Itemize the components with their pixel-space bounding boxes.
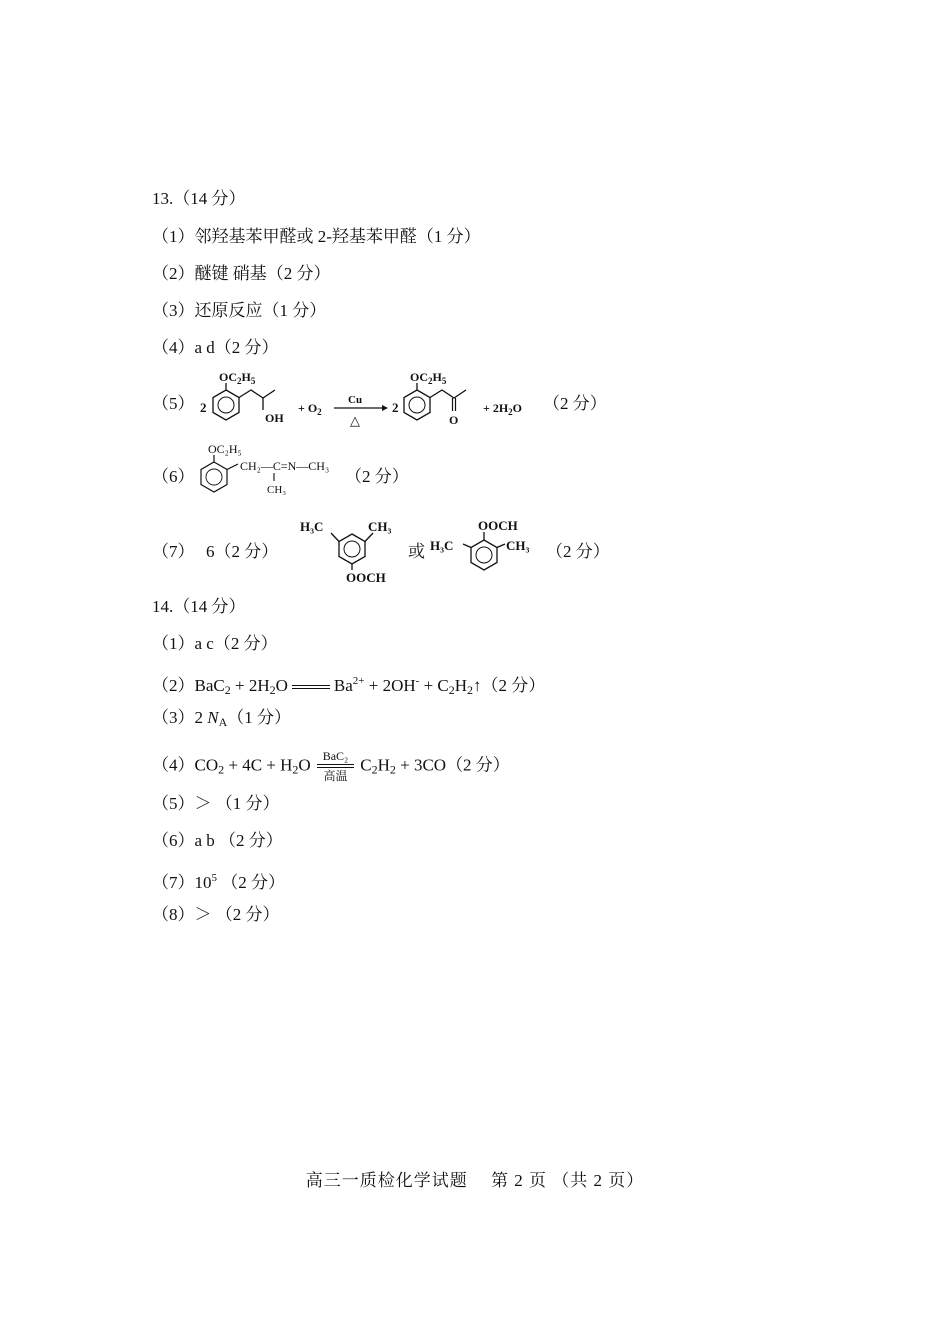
svg-text:O: O [449,413,459,427]
svg-text:CH₃: CH₃ [506,538,530,553]
arrow-icon [382,405,388,411]
svg-text:CH₃: CH₃ [267,484,287,496]
q14-answer-4: $(4)CO_2 + 4C + H_2O$ $\frac{\text{BaC₂}}{\text{高温}}$ $C_2H_2 + 3CO(2$ 分） [152,749,510,783]
q14-answer-3: （3）2 $N_A(1$ 分） [152,708,292,729]
q13-answer-7-or: 或 [408,542,425,561]
svg-text:CH₃: CH₃ [368,519,392,534]
q13-answer-5-reaction [196,366,541,432]
q13-heading: 13.（14 分） [152,189,246,208]
equals-sign-icon [292,685,330,689]
q14-heading: 14.（14 分） [152,597,246,616]
q13-answer-5-score: （2 分） [543,394,607,413]
coef-1: 2 [200,400,207,415]
q13-answer-6-number: （6） [152,467,195,486]
svg-text:2: 2 [392,400,399,415]
svg-text:+ O2: + $O_2$ [298,401,322,417]
q13-answer-7-number: （7） [152,542,195,561]
svg-text:H₃C: H₃C [300,519,324,534]
benzene-ring-icon [339,534,365,564]
q13-answer-3: （3）还原反应（1 分） [152,301,327,320]
svg-text:H₃C: H₃C [430,538,454,553]
svg-text:OC₂H₅: OC₂H₅ [208,442,242,456]
q14-answer-8: （8）＞ （2 分） [152,905,280,924]
svg-text:CH₂—C=N—CH₃: CH₂—C=N—CH₃ [240,459,330,473]
svg-text:OOCH: OOCH [478,518,518,533]
q14-answer-6: （6）a b （2 分） [152,831,283,850]
q13-answer-5-number: （5） [152,394,195,413]
q13-answer-7-value: 6（2 分） [206,542,279,561]
q14-answer-2: $(2)BaC_2 + 2H_2O$ $Ba^{2+} + 2OH^-$ + $C_2H_2↑(2$ 分） [152,675,546,697]
q13-answer-2: （2）醚键 硝基（2 分） [152,264,331,283]
q13-answer-4: （4）a d（2 分） [152,338,279,357]
q13-answer-1: （1）邻羟基苯甲醛或 2-羟基苯甲醛（1 分） [152,227,481,246]
page-footer: 高三一质检化学试题 第 2 页 （共 2 页） [305,1171,645,1190]
q14-answer-1: （1）a c（2 分） [152,634,278,653]
q13-answer-7-score: （2 分） [546,542,610,561]
q13-answer-7-structure-2 [428,512,546,582]
svg-text:OC2H5: $OC_2H_5$ [410,370,447,386]
q13-answer-6-structure [196,440,346,502]
q13-answer-7-structure-1 [298,512,410,586]
svg-text:OC2H5: $OC_2H_5$ [219,370,256,386]
benzene-ring-icon [404,390,430,420]
svg-text:Cu: Cu [348,394,363,406]
svg-text:OOCH: OOCH [346,570,386,585]
svg-text:OH: OH [265,411,284,425]
q14-answer-7: $(7)10^5$ （2 分） [152,872,285,892]
benzene-ring-icon [201,462,227,492]
q14-answer-5: （5）＞ （1 分） [152,794,280,813]
benzene-ring-icon [213,390,239,420]
svg-text:+ 2H2O: + $2H_2O$ [483,401,523,417]
reaction-condition: $\frac{\text{BaC₂}}{\text{高温}}$ [317,750,355,783]
svg-text:△: △ [350,413,360,428]
benzene-ring-icon [471,540,497,570]
q13-answer-6-score: （2 分） [345,467,409,486]
